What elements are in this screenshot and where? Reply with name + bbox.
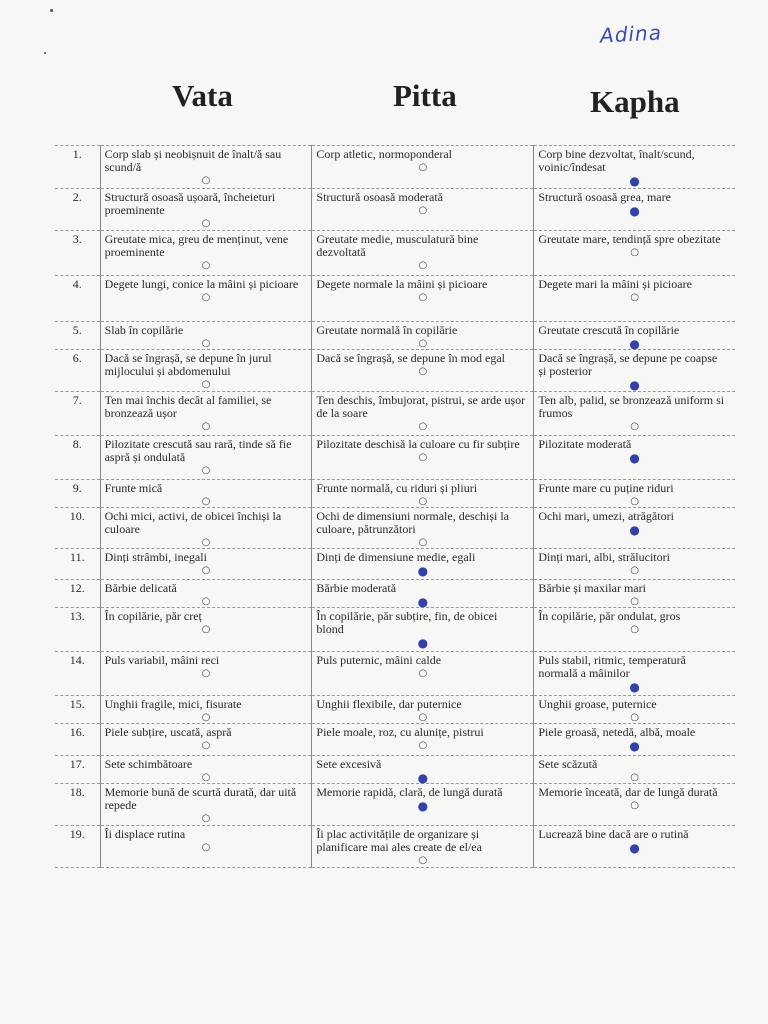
vata-cell (100, 392, 312, 436)
empty-circle-icon[interactable]: ○ (201, 421, 211, 432)
empty-circle-icon[interactable]: ○ (201, 668, 211, 679)
empty-circle-icon[interactable]: ○ (630, 624, 640, 635)
pitta-trait-text: Structură osoasă moderată (316, 190, 444, 204)
empty-circle-icon[interactable]: ○ (630, 247, 640, 258)
kapha-cell (534, 608, 735, 652)
vata-cell (100, 784, 312, 826)
vata-cell (100, 652, 312, 696)
row-number: 18. (55, 784, 100, 826)
pitta-cell (312, 580, 534, 608)
pitta-trait-text: Ochi de dimensiuni normale, deschiși la culoare, pătrunzători (316, 509, 510, 536)
vata-trait-text: Frunte mică (104, 481, 163, 495)
kapha-trait-text: Structură osoasă grea, mare (538, 190, 671, 204)
kapha-trait-text: Memorie înceată, dar de lungă durată (538, 785, 718, 799)
vata-trait-text: Pilozitate crescută sau rară, tinde să fie aspră și ondulată (104, 437, 292, 464)
empty-circle-icon[interactable]: ○ (418, 205, 428, 216)
selected-circle-icon[interactable]: ● (629, 680, 640, 694)
row-number: 2. (55, 189, 100, 231)
vata-trait-text: În copilărie, păr creț (104, 609, 202, 623)
pitta-trait-text: Corp atletic, normoponderal (316, 147, 453, 161)
vata-cell (100, 276, 312, 322)
pitta-cell (312, 231, 534, 276)
empty-circle-icon[interactable]: ○ (201, 596, 211, 607)
kapha-trait-text: Ochi mari, umezi, atrăgători (538, 509, 674, 523)
kapha-cell (534, 436, 735, 480)
pitta-trait-text: Dinți de dimensiune medie, egali (316, 550, 476, 564)
row-number: 16. (55, 724, 100, 756)
kapha-trait-text: Bărbie și maxilar mari (538, 581, 646, 595)
kapha-cell (534, 146, 735, 189)
selected-circle-icon[interactable]: ● (629, 451, 640, 465)
empty-circle-icon[interactable]: ○ (201, 842, 211, 853)
selected-circle-icon[interactable]: ● (629, 174, 640, 188)
row-number: 15. (55, 696, 100, 724)
kapha-cell (534, 696, 735, 724)
pitta-trait-text: Bărbie moderată (316, 581, 397, 595)
pitta-cell (312, 276, 534, 322)
selected-circle-icon[interactable]: ● (629, 337, 640, 351)
kapha-trait-text: Puls stabil, ritmic, temperatură normală a mâinilor (538, 653, 686, 680)
header-kapha: Kapha (590, 84, 680, 119)
selected-circle-icon[interactable]: ● (629, 523, 640, 537)
questionnaire-row (55, 436, 735, 480)
empty-circle-icon[interactable]: ○ (418, 292, 428, 303)
scan-speck (44, 52, 46, 54)
kapha-cell (534, 580, 735, 608)
selected-circle-icon[interactable]: ● (629, 739, 640, 753)
vata-cell (100, 436, 312, 480)
empty-circle-icon[interactable]: ○ (201, 338, 211, 349)
pitta-trait-text: Sete excesivă (316, 757, 382, 771)
kapha-trait-text: Piele groasă, netedă, albă, moale (538, 725, 696, 739)
pitta-trait-text: Unghii flexibile, dar puternice (316, 697, 462, 711)
questionnaire-body (55, 146, 735, 868)
vata-trait-text: Piele subțire, uscată, aspră (104, 725, 232, 739)
empty-circle-icon[interactable]: ○ (201, 379, 211, 390)
pitta-trait-text: Greutate normală în copilărie (316, 323, 458, 337)
questionnaire-row (55, 350, 735, 392)
kapha-cell (534, 350, 735, 392)
selected-circle-icon[interactable]: ● (417, 636, 429, 650)
pitta-cell (312, 608, 534, 652)
empty-circle-icon[interactable]: ○ (418, 537, 428, 548)
vata-cell (100, 696, 312, 724)
questionnaire-row (55, 549, 735, 580)
pitta-cell (312, 350, 534, 392)
kapha-cell (534, 508, 735, 549)
pitta-cell (312, 696, 534, 724)
vata-trait-text: Bărbie delicată (104, 581, 177, 595)
vata-trait-text: Ochi mici, activi, de obicei închiși la culoare (104, 509, 282, 536)
kapha-cell (534, 826, 735, 868)
empty-circle-icon[interactable]: ○ (201, 565, 211, 576)
header-pitta: Pitta (393, 78, 457, 113)
vata-cell (100, 826, 312, 868)
pitta-trait-text: Greutate medie, musculatură bine dezvoltată (316, 232, 479, 259)
row-number: 13. (55, 608, 100, 652)
vata-trait-text: Îi displace rutina (104, 827, 186, 841)
kapha-trait-text: Pilozitate moderată (538, 437, 632, 451)
empty-circle-icon[interactable]: ○ (630, 772, 640, 783)
pitta-trait-text: Ten deschis, îmbujorat, pistrui, se arde ușor de la soare (316, 393, 526, 420)
questionnaire-row (55, 146, 735, 189)
vata-trait-text: Dinți strâmbi, inegali (104, 550, 207, 564)
vata-trait-text: Corp slab și neobișnuit de înalt/ă sau scund/ă (104, 147, 282, 174)
empty-circle-icon[interactable]: ○ (418, 712, 428, 723)
questionnaire-row (55, 696, 735, 724)
kapha-cell (534, 276, 735, 322)
kapha-trait-text: Dinți mari, albi, strălucitori (538, 550, 670, 564)
selected-circle-icon[interactable]: ● (629, 378, 640, 392)
empty-circle-icon[interactable]: ○ (418, 366, 428, 377)
empty-circle-icon[interactable]: ○ (418, 855, 428, 866)
empty-circle-icon[interactable]: ○ (630, 496, 640, 507)
pitta-cell (312, 189, 534, 231)
pitta-trait-text: Îi plac activitățile de organizare și planificare mai ales create de el/ea (316, 827, 482, 854)
vata-cell (100, 322, 312, 350)
pitta-trait-text: Piele moale, roz, cu alunițe, pistrui (316, 725, 484, 739)
row-number: 12. (55, 580, 100, 608)
selected-circle-icon[interactable]: ● (417, 564, 429, 578)
kapha-cell (534, 784, 735, 826)
scan-speck (50, 9, 53, 12)
pitta-cell (312, 784, 534, 826)
kapha-cell (534, 480, 735, 508)
vata-trait-text: Puls variabil, mâini reci (104, 653, 220, 667)
pitta-trait-text: Pilozitate deschisă la culoare cu fir subțire (316, 437, 520, 451)
kapha-trait-text: În copilărie, păr ondulat, gros (538, 609, 681, 623)
pitta-cell (312, 392, 534, 436)
empty-circle-icon[interactable]: ○ (201, 260, 211, 271)
vata-trait-text: Sete schimbătoare (104, 757, 193, 771)
pitta-cell (312, 756, 534, 784)
empty-circle-icon[interactable]: ○ (201, 712, 211, 723)
row-number: 5. (55, 322, 100, 350)
kapha-cell (534, 652, 735, 696)
kapha-cell (534, 724, 735, 756)
vata-cell (100, 508, 312, 549)
kapha-trait-text: Sete scăzută (538, 757, 598, 771)
empty-circle-icon[interactable]: ○ (630, 800, 640, 811)
vata-cell (100, 756, 312, 784)
vata-trait-text: Slab în copilărie (104, 323, 184, 337)
empty-circle-icon[interactable]: ○ (201, 292, 211, 303)
questionnaire-row (55, 392, 735, 436)
row-number: 9. (55, 480, 100, 508)
questionnaire-row (55, 276, 735, 322)
empty-circle-icon[interactable]: ○ (418, 421, 428, 432)
empty-circle-icon[interactable]: ○ (630, 421, 640, 432)
kapha-trait-text: Lucrează bine dacă are o rutină (538, 827, 689, 841)
empty-circle-icon[interactable]: ○ (418, 496, 428, 507)
kapha-cell (534, 392, 735, 436)
pitta-cell (312, 652, 534, 696)
header-vata: Vata (172, 78, 233, 113)
questionnaire-row (55, 580, 735, 608)
selected-circle-icon[interactable]: ● (417, 771, 429, 785)
row-number: 10. (55, 508, 100, 549)
vata-cell (100, 608, 312, 652)
row-number: 4. (55, 276, 100, 322)
kapha-trait-text: Greutate crescută în copilărie (538, 323, 680, 337)
row-number: 14. (55, 652, 100, 696)
questionnaire-row (55, 480, 735, 508)
vata-cell (100, 350, 312, 392)
pitta-trait-text: Puls puternic, mâini calde (316, 653, 442, 667)
vata-trait-text: Dacă se îngrașă, se depune în jurul mijlocului și abdomenului (104, 351, 272, 378)
pitta-trait-text: Degete normale la mâini și picioare (316, 277, 488, 291)
empty-circle-icon[interactable]: ○ (418, 162, 428, 173)
vata-trait-text: Structură osoasă ușoară, încheieturi proeminente (104, 190, 276, 217)
empty-circle-icon[interactable]: ○ (630, 292, 640, 303)
empty-circle-icon[interactable]: ○ (630, 712, 640, 723)
row-number: 8. (55, 436, 100, 480)
questionnaire-row (55, 508, 735, 549)
selected-circle-icon[interactable]: ● (417, 595, 429, 609)
handwritten-annotation: Adina (599, 20, 663, 48)
empty-circle-icon[interactable]: ○ (630, 565, 640, 576)
pitta-cell (312, 549, 534, 580)
questionnaire-row (55, 322, 735, 350)
pitta-cell (312, 436, 534, 480)
vata-cell (100, 189, 312, 231)
empty-circle-icon[interactable]: ○ (201, 218, 211, 229)
vata-cell (100, 580, 312, 608)
dosha-questionnaire-table (55, 145, 735, 868)
pitta-cell (312, 724, 534, 756)
vata-cell (100, 146, 312, 189)
kapha-trait-text: Unghii groase, puternice (538, 697, 657, 711)
questionnaire-row (55, 231, 735, 276)
questionnaire-row (55, 756, 735, 784)
questionnaire-row (55, 826, 735, 868)
vata-trait-text: Unghii fragile, mici, fisurate (104, 697, 242, 711)
selected-circle-icon[interactable]: ● (417, 799, 429, 813)
vata-cell (100, 549, 312, 580)
pitta-cell (312, 146, 534, 189)
questionnaire-row (55, 608, 735, 652)
empty-circle-icon[interactable]: ○ (201, 465, 211, 476)
pitta-cell (312, 480, 534, 508)
row-number: 11. (55, 549, 100, 580)
empty-circle-icon[interactable]: ○ (201, 772, 211, 783)
vata-cell (100, 231, 312, 276)
vata-cell (100, 480, 312, 508)
row-number: 19. (55, 826, 100, 868)
empty-circle-icon[interactable]: ○ (418, 740, 428, 751)
kapha-cell (534, 322, 735, 350)
row-number: 1. (55, 146, 100, 189)
empty-circle-icon[interactable]: ○ (418, 668, 428, 679)
kapha-trait-text: Greutate mare, tendință spre obezitate (538, 232, 721, 246)
questionnaire-row (55, 189, 735, 231)
kapha-trait-text: Ten alb, palid, se bronzează uniform si frumos (538, 393, 725, 420)
kapha-cell (534, 189, 735, 231)
row-number: 3. (55, 231, 100, 276)
empty-circle-icon[interactable]: ○ (418, 260, 428, 271)
row-number: 6. (55, 350, 100, 392)
empty-circle-icon[interactable]: ○ (418, 452, 428, 463)
vata-cell (100, 724, 312, 756)
pitta-cell (312, 826, 534, 868)
empty-circle-icon[interactable]: ○ (201, 813, 211, 824)
kapha-trait-text: Dacă se îngrașă, se depune pe coapse și posterior (538, 351, 718, 378)
vata-trait-text: Ten mai închis decât al familiei, se bronzează ușor (104, 393, 272, 420)
row-number: 17. (55, 756, 100, 784)
pitta-trait-text: Frunte normală, cu riduri și pliuri (316, 481, 478, 495)
empty-circle-icon[interactable]: ○ (201, 740, 211, 751)
kapha-cell (534, 231, 735, 276)
pitta-cell (312, 508, 534, 549)
kapha-trait-text: Frunte mare cu puține riduri (538, 481, 674, 495)
vata-trait-text: Degete lungi, conice la mâini și picioare (104, 277, 299, 291)
kapha-cell (534, 549, 735, 580)
empty-circle-icon[interactable]: ○ (201, 537, 211, 548)
empty-circle-icon[interactable]: ○ (630, 596, 640, 607)
empty-circle-icon[interactable]: ○ (418, 338, 428, 349)
selected-circle-icon[interactable]: ● (629, 841, 640, 855)
vata-trait-text: Greutate mica, greu de menținut, vene proeminente (104, 232, 289, 259)
kapha-trait-text: Corp bine dezvoltat, înalt/scund, voinic/îndesat (538, 147, 695, 174)
kapha-trait-text: Degete mari la mâini și picioare (538, 277, 692, 291)
questionnaire-row (55, 652, 735, 696)
questionnaire-row (55, 724, 735, 756)
pitta-trait-text: În copilărie, păr subțire, fin, de obicei blond (316, 609, 498, 636)
empty-circle-icon[interactable]: ○ (201, 496, 211, 507)
row-number: 7. (55, 392, 100, 436)
questionnaire-row (55, 784, 735, 826)
selected-circle-icon[interactable]: ● (629, 204, 640, 218)
empty-circle-icon[interactable]: ○ (201, 624, 211, 635)
pitta-trait-text: Dacă se îngrașă, se depune în mod egal (316, 351, 505, 365)
pitta-cell (312, 322, 534, 350)
empty-circle-icon[interactable]: ○ (201, 175, 211, 186)
pitta-trait-text: Memorie rapidă, clară, de lungă durată (316, 785, 503, 799)
kapha-cell (534, 756, 735, 784)
vata-trait-text: Memorie bună de scurtă durată, dar uită repede (104, 785, 297, 812)
